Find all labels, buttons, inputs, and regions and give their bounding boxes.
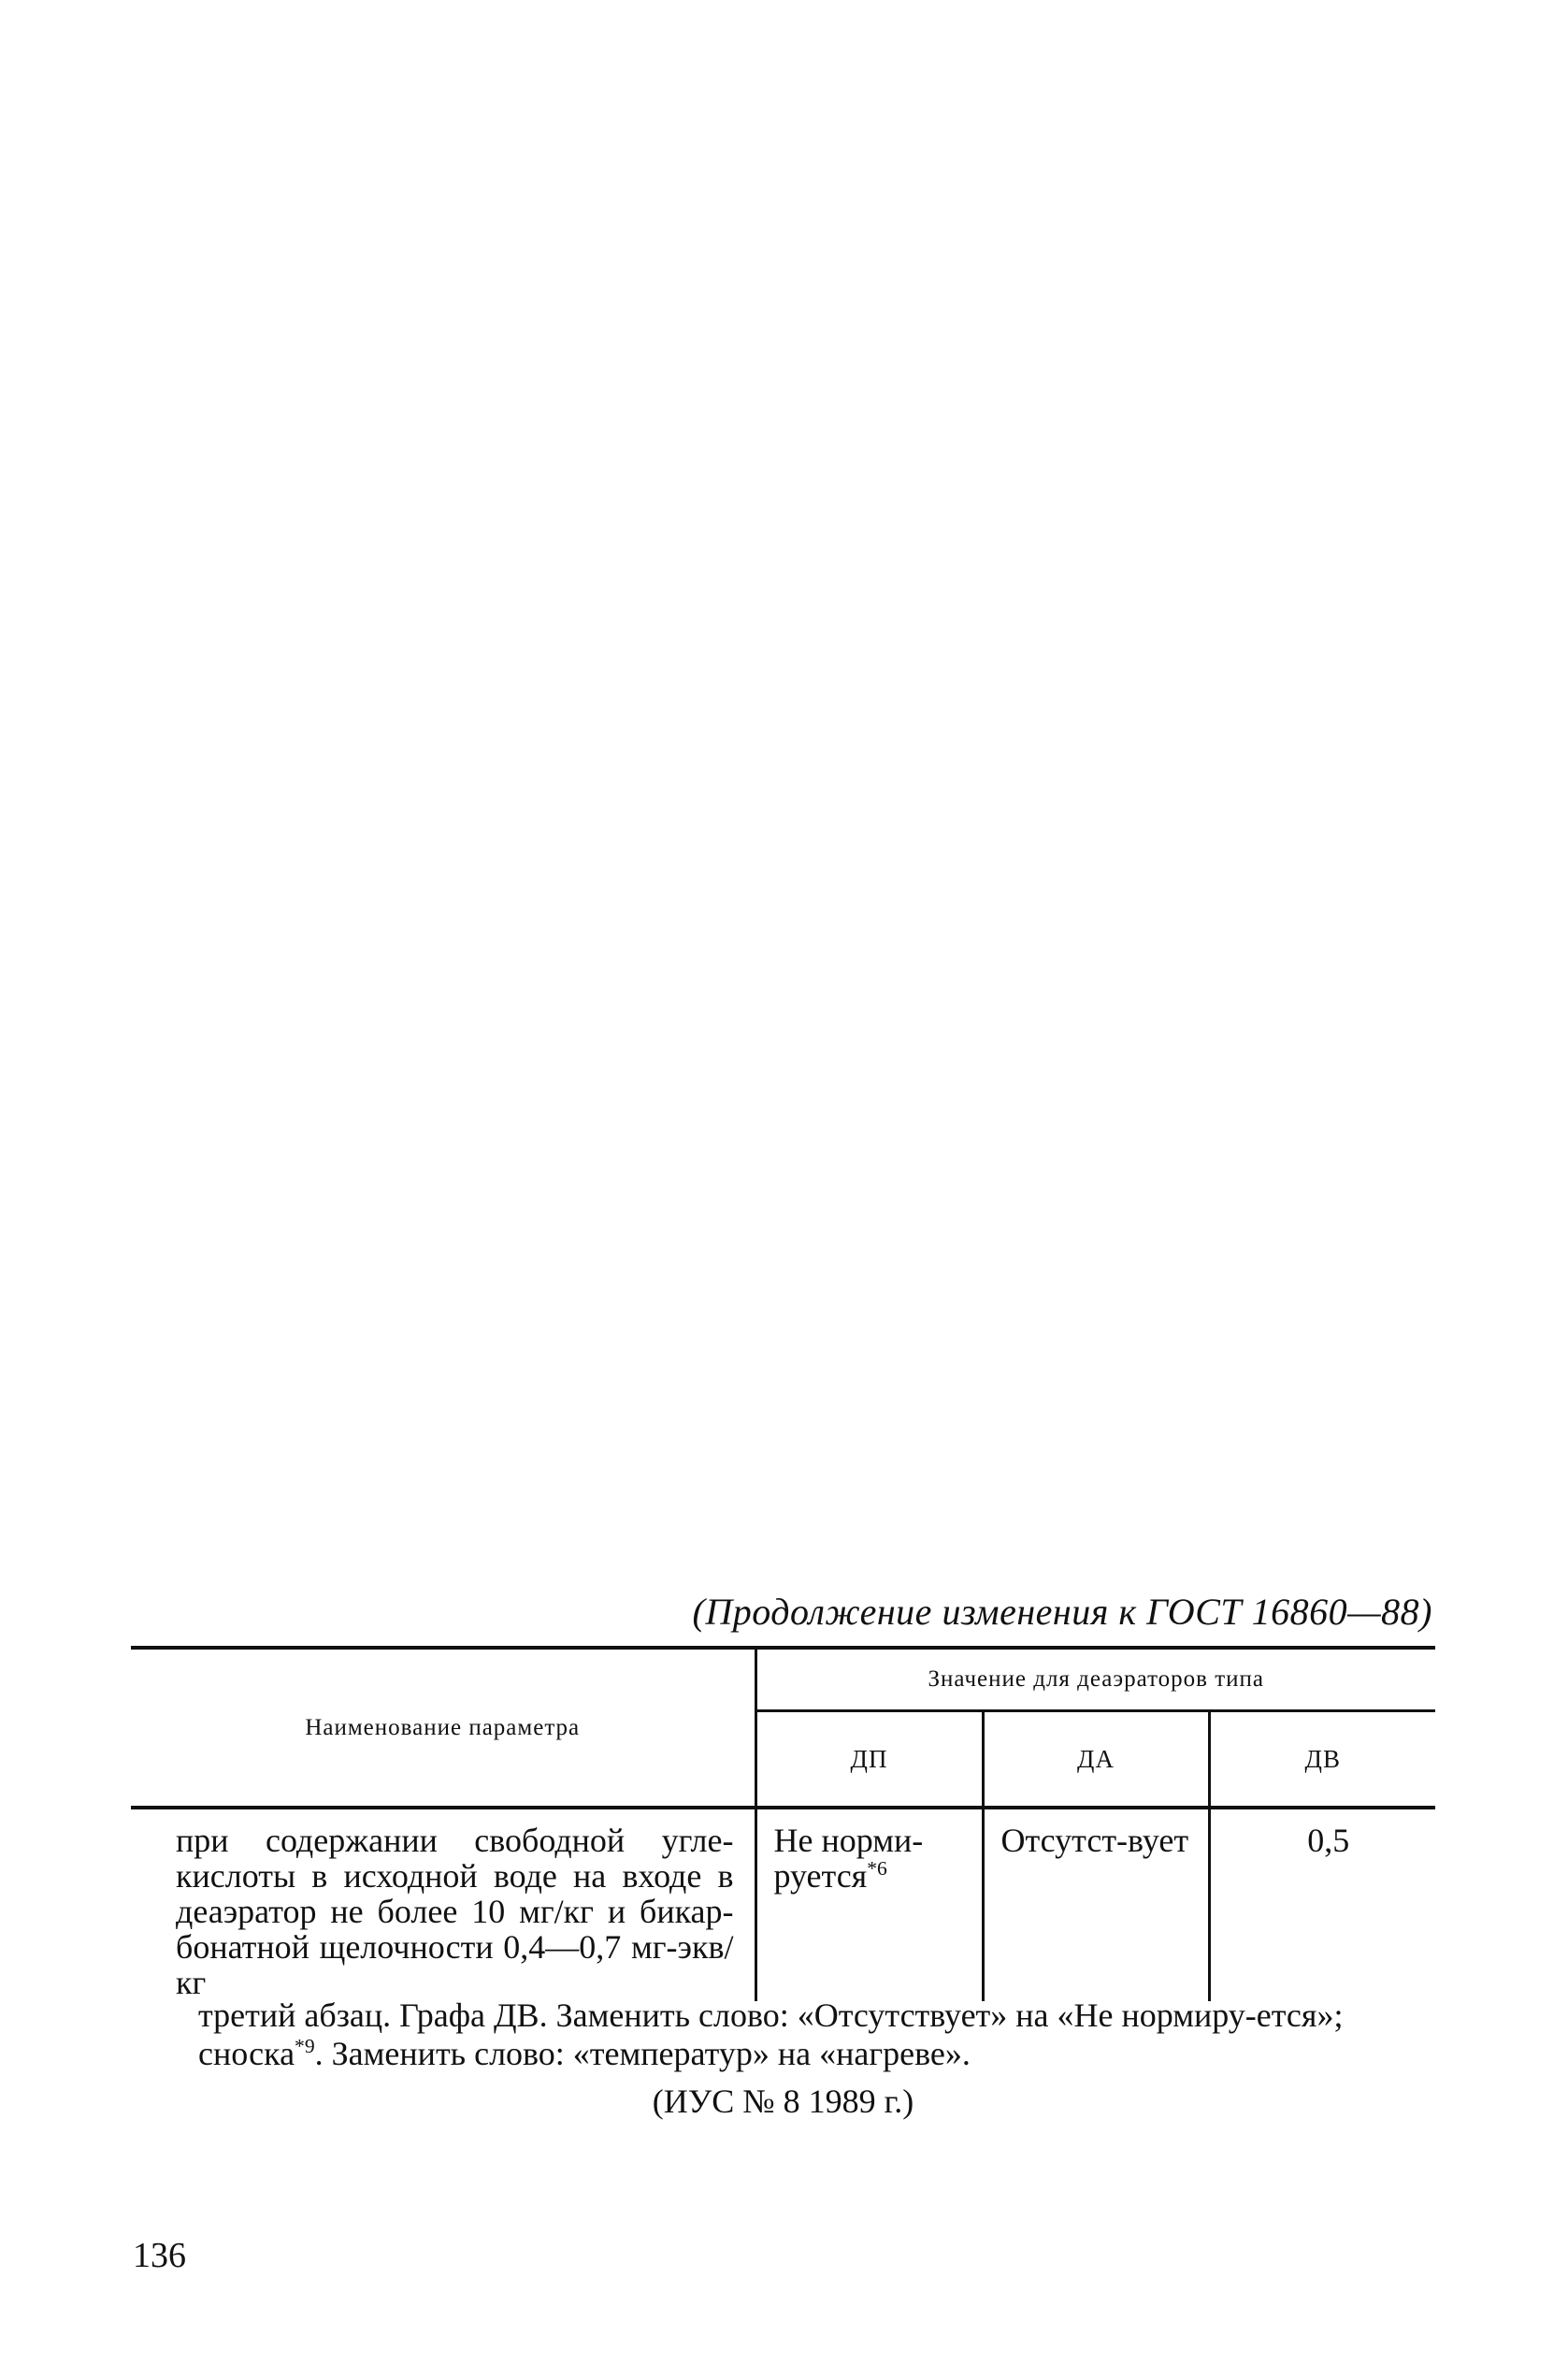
column-header-dp: ДП	[755, 1711, 983, 1809]
row-parameter-name	[131, 1808, 755, 2001]
row-value-da: Отсутст-вует	[983, 1808, 1209, 2001]
footnote-mark: *9	[295, 2035, 315, 2057]
row-value-dp-text: Не норми-руется	[773, 1822, 924, 1895]
continuation-header: (Продолжение изменения к ГОСТ 16860—88)	[692, 1591, 1432, 1633]
row-value-dp	[755, 1808, 983, 2001]
column-header-parameter-name: Наименование параметра	[131, 1648, 755, 1808]
footnote-prefix: сноска	[198, 2035, 295, 2072]
column-header-dv: ДВ	[1209, 1711, 1435, 1809]
paragraph-third-abzats: третий абзац. Графа ДВ. Заменить слово: «Отсутствует» на «Не нормиру-ется»;	[198, 1996, 1344, 2034]
column-header-da: ДА	[983, 1711, 1209, 1809]
source-reference: (ИУС № 8 1989 г.)	[652, 2083, 914, 2120]
row-value-dp-footnote: *6	[867, 1857, 887, 1880]
row-parameter-name-text: при содержании свободной угле-кислоты в исходной воде на входе в деаэратор не более 10 мг/кг и бикар-бонатной щелочности 0,4—0,7 мг-экв/кг	[176, 1822, 734, 2001]
paragraph-footnote-change	[131, 2035, 1435, 2073]
page-number: 136	[133, 2236, 186, 2275]
footnote-change-text: . Заменить слово: «температур» на «нагреве».	[314, 2035, 971, 2072]
amendment-text	[131, 1996, 1435, 2155]
column-header-group: Значение для деаэраторов типа	[755, 1648, 1435, 1711]
parameter-table	[131, 1646, 1435, 2001]
parameter-table-container	[131, 1646, 1435, 2001]
row-value-dv: 0,5	[1307, 1822, 1350, 1859]
table-row	[131, 1808, 1435, 2001]
